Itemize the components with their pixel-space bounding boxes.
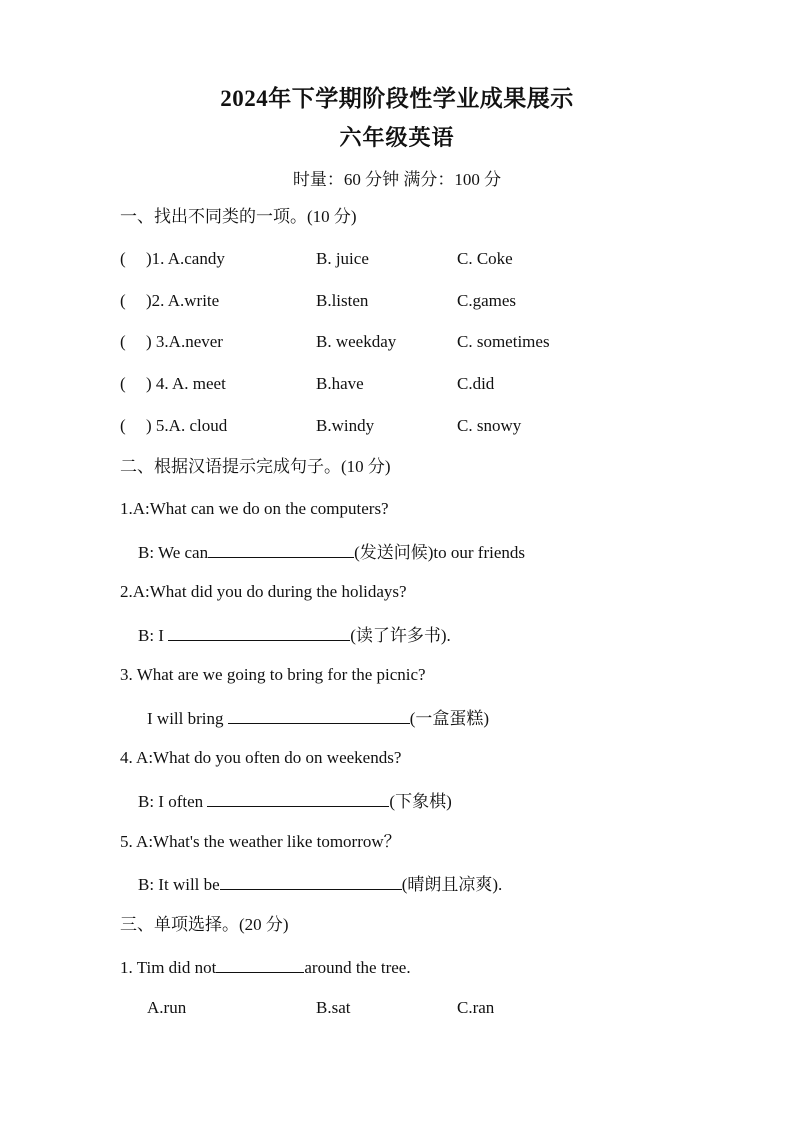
s1-q1-option-a: )1. A.candy [146,249,225,268]
section3-heading: 三、单项选择。(20 分) [120,915,289,934]
s2-q3-blank[interactable] [228,706,410,724]
s1-q3-option-b: B. weekday [316,332,397,351]
s2-q4-answer [138,789,452,813]
s2-q4-answer-hint: (下象棋) [389,792,452,811]
s2-q5-blank[interactable] [220,872,402,890]
s2-q5-answer-pre: B: It will be [138,875,220,894]
s2-q3-answer [147,706,489,730]
s1-q5-option-c: C. snowy [457,416,522,435]
s1-q2-option-a: )2. A.write [146,291,220,310]
section1-heading: 一、找出不同类的一项。(10 分) [120,207,357,226]
s2-q2-answer-pre: B: I [138,626,169,645]
s3-q1-option-c: C.ran [457,998,495,1017]
s2-q5-answer-hint: (晴朗且凉爽). [401,875,503,894]
s2-q1-answer-hint: (发送问候)to our friends [354,543,525,562]
s1-q2-paren: ( [120,291,126,310]
s1-q1-option-b: B. juice [316,249,369,268]
s1-q4-option-b: B.have [316,374,364,393]
s2-q1-answer-pre: B: We can [138,543,209,562]
exam-title: 2024年下学期阶段性学业成果展示 [220,86,574,111]
s3-q1-pre: 1. Tim did not [120,958,217,977]
s1-q5-paren: ( [120,416,126,435]
s1-q5-option-b: B.windy [316,416,375,435]
section2-heading: 二、根据汉语提示完成句子。(10 分) [120,457,391,476]
s1-q3-option-c: C. sometimes [457,332,550,351]
s3-q1-question [120,955,411,979]
s1-q5-option-a: ) 5.A. cloud [146,416,228,435]
s2-q1-blank[interactable] [208,540,354,558]
s2-q1-question: 1.A:What can we do on the computers? [120,499,389,518]
s1-q4-paren: ( [120,374,126,393]
s1-q2-option-c: C.games [457,291,517,310]
s1-q4-option-a: ) 4. A. meet [146,374,226,393]
s2-q3-question: 3. What are we going to bring for the picnic? [120,665,426,684]
s3-q1-post: around the tree. [304,958,411,977]
s2-q4-blank[interactable] [207,789,389,807]
s1-q4-option-c: C.did [457,374,495,393]
s1-q1-paren: ( [120,249,126,268]
s2-q5-answer [138,872,502,896]
s1-q1-option-c: C. Coke [457,249,513,268]
s3-q1-option-a: A.run [147,998,187,1017]
s2-q4-question: 4. A:What do you often do on weekends? [120,748,402,767]
exam-subtitle: 六年级英语 [339,125,455,150]
s2-q2-blank[interactable] [168,623,350,641]
s2-q1-answer [138,540,525,564]
s2-q4-answer-pre: B: I often [138,792,208,811]
s1-q2-option-b: B.listen [316,291,369,310]
s2-q2-answer-hint: (读了许多书). [350,626,451,645]
s2-q5-question: 5. A:What's the weather like tomorrow？ [120,832,401,851]
s1-q3-paren: ( [120,332,126,351]
s2-q2-answer [138,623,451,647]
s1-q3-option-a: ) 3.A.never [146,332,223,351]
exam-time-info: 时量：60 分钟 满分：100 分 [292,170,502,189]
s3-q1-blank[interactable] [216,955,304,973]
s2-q3-answer-pre: I will bring [147,709,228,728]
s2-q3-answer-hint: (一盒蛋糕) [409,709,490,728]
s2-q2-question: 2.A:What did you do during the holidays? [120,582,407,601]
s3-q1-option-b: B.sat [316,998,351,1017]
